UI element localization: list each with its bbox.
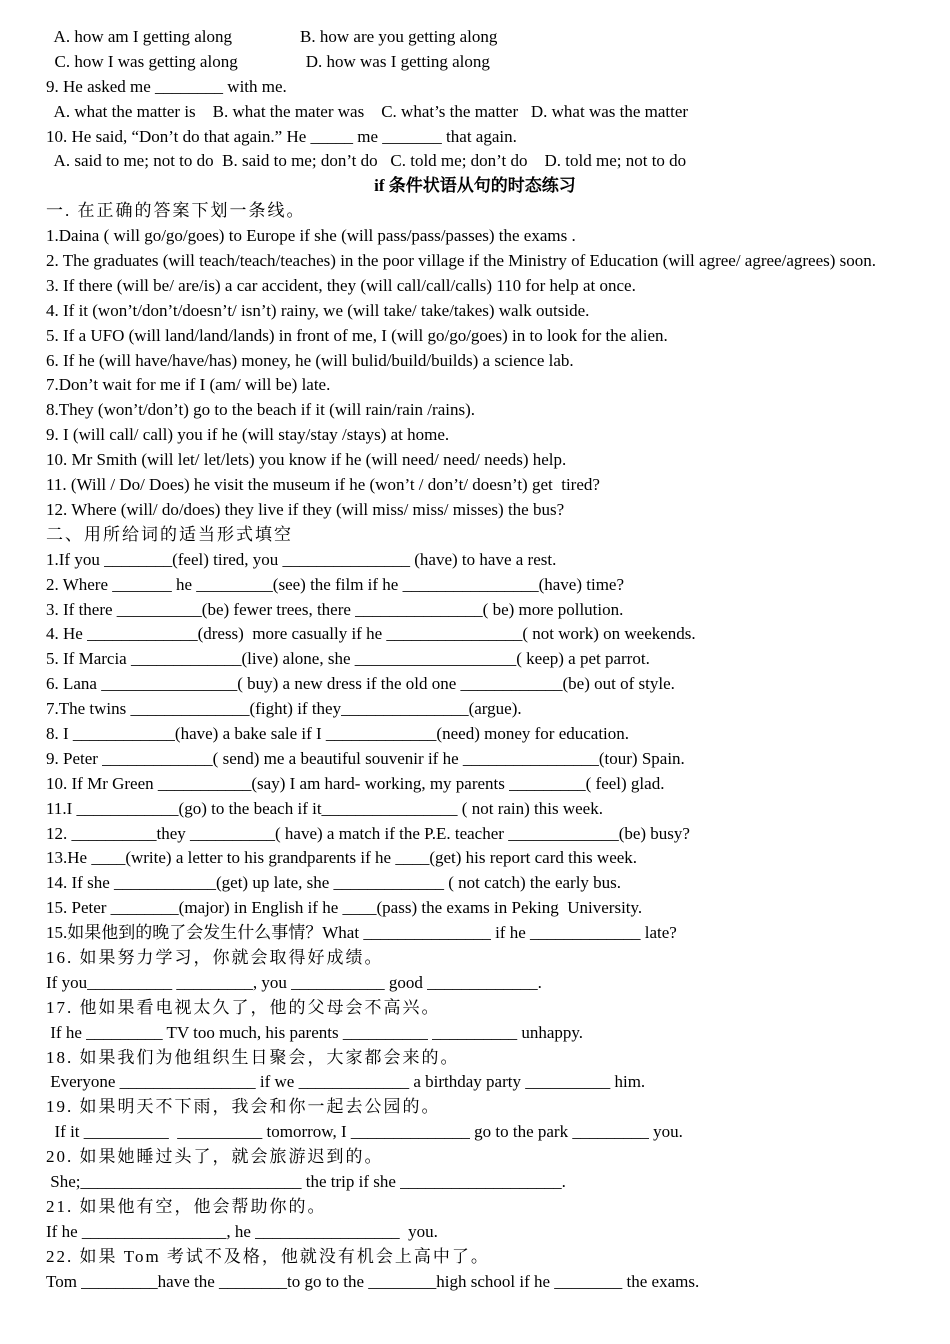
fill-line: 4. He _____________(dress) more casually if he ________________( not work) on weekends.	[46, 624, 696, 644]
translation-prompt: 16. 如果努力学习，你就会取得好成绩。	[46, 947, 384, 967]
exercise-line: 12. Where (will/ do/does) they live if they (will miss/ miss/ misses) the bus?	[46, 499, 565, 519]
translation-prompt: 18. 如果我们为他组织生日聚会，大家都会来的。	[46, 1047, 460, 1067]
fill-line: 14. If she ____________(get) up late, she _____________ ( not catch) the early bus.	[46, 873, 622, 893]
exercise-line-wrapped: 2. The graduates (will teach/teach/teaches) in the poor village if the Ministry of Education (will agree/ agree/agrees) soon.	[46, 251, 877, 271]
fill-line: 7.The twins ______________(fight) if they_______________(argue).	[46, 699, 522, 719]
translation-line: She;__________________________ the trip if she ___________________.	[46, 1171, 566, 1191]
fill-line: 9. Peter _____________( send) me a beautiful souvenir if he ________________(tour) Spain.	[46, 748, 685, 768]
fill-line: 8. I ____________(have) a bake sale if I _____________(need) money for education.	[46, 723, 630, 743]
translation-prompt: 19. 如果明天不下雨，我会和你一起去公园的。	[46, 1097, 441, 1117]
option-line: C. how I was getting along D. how was I getting along	[46, 51, 490, 71]
part2-heading: 二、用所给词的适当形式填空	[46, 524, 293, 544]
exercise-line: 5. If a UFO (will land/land/lands) in front of me, I (will go/go/goes) in to look for the alien.	[46, 325, 668, 345]
translation-prompt: 21. 如果他有空，他会帮助你的。	[46, 1196, 327, 1216]
translation-line: If it __________ __________ tomorrow, I ______________ go to the park _________ you.	[46, 1122, 683, 1142]
exercise-line: 1.Daina ( will go/go/goes) to Europe if she (will pass/pass/passes) the exams .	[46, 226, 576, 246]
translation-prompt: 22. 如果 Tom 考试不及格，他就没有机会上高中了。	[46, 1246, 490, 1266]
fill-line: 6. Lana ________________( buy) a new dress if the old one ____________(be) out of style.	[46, 674, 675, 694]
fill-line: 5. If Marcia _____________(live) alone, she ___________________( keep) a pet parrot.	[46, 649, 650, 669]
question-line: 9. He asked me ________ with me.	[46, 76, 287, 96]
fill-line: 11.I ____________(go) to the beach if it________________ ( not rain) this week.	[46, 798, 603, 818]
fill-line: 10. If Mr Green ___________(say) I am hard- working, my parents _________( feel) glad.	[46, 773, 665, 793]
translation-line: Tom _________have the ________to go to the ________high school if he ________ the exams.	[46, 1271, 700, 1291]
section-title: if 条件状语从句的时态练习	[374, 176, 576, 196]
fill-line: 12. __________they __________( have) a match if the P.E. teacher _____________(be) busy?	[46, 823, 690, 843]
option-line: A. how am I getting along B. how are you getting along	[46, 27, 498, 46]
question-line: 10. He said, “Don’t do that again.” He _____ me _______ that again.	[46, 126, 517, 146]
document-page	[46, 25, 904, 1294]
option-line: A. said to me; not to do B. said to me; don’t do C. told me; don’t do D. told me; not to do	[46, 151, 687, 171]
exercise-line: 9. I (will call/ call) you if he (will stay/stay /stays) at home.	[46, 425, 450, 445]
translation-line: If he _________________, he _________________ you.	[46, 1221, 438, 1241]
translation-line: If he _________ TV too much, his parents __________ __________ unhappy.	[46, 1022, 584, 1042]
fill-line: 15. Peter ________(major) in English if he ____(pass) the exams in Peking University.	[46, 898, 643, 918]
translation-line: If you__________ _________, you ___________ good _____________.	[46, 972, 542, 992]
part1-heading: 一. 在正确的答案下划一条线。	[46, 201, 306, 221]
fill-line: 2. Where _______ he _________(see) the film if he ________________(have) time?	[46, 574, 625, 594]
translation-line: Everyone ________________ if we _____________ a birthday party __________ him.	[46, 1072, 646, 1092]
translation-prompt: 20. 如果她睡过头了，就会旅游迟到的。	[46, 1147, 384, 1167]
option-line: A. what the matter is B. what the mater was C. what’s the matter D. what was the matter	[46, 101, 689, 121]
fill-line: 1.If you ________(feel) tired, you _______________ (have) to have a rest.	[46, 549, 557, 569]
fill-line: 13.He ____(write) a letter to his grandparents if he ____(get) his report card this week.	[46, 848, 638, 868]
exercise-line: 11. (Will / Do/ Does) he visit the museum if he (won’t / don’t/ doesn’t) get tired?	[46, 475, 600, 495]
exercise-line: 4. If it (won’t/don’t/doesn’t/ isn’t) rainy, we (will take/ take/takes) walk outside.	[46, 300, 590, 320]
exercise-line: 10. Mr Smith (will let/ let/lets) you know if he (will need/ need/ needs) help.	[46, 450, 567, 470]
exercise-line: 8.They (won’t/don’t) go to the beach if it (will rain/rain /rains).	[46, 400, 475, 420]
exercise-line: 3. If there (will be/ are/is) a car accident, they (will call/call/calls) 110 for help at once.	[46, 275, 636, 295]
fill-line: 3. If there __________(be) fewer trees, there _______________( be) more pollution.	[46, 599, 624, 619]
exercise-line: 7.Don’t wait for me if I (am/ will be) late.	[46, 375, 331, 395]
exercise-line: 6. If he (will have/have/has) money, he (will bulid/build/builds) a science lab.	[46, 350, 574, 370]
translation-line: 15.如果他到的晚了会发生什么事情？What _______________ if he _____________ late?	[46, 923, 677, 943]
translation-prompt: 17. 他如果看电视太久了，他的父母会不高兴。	[46, 997, 441, 1017]
